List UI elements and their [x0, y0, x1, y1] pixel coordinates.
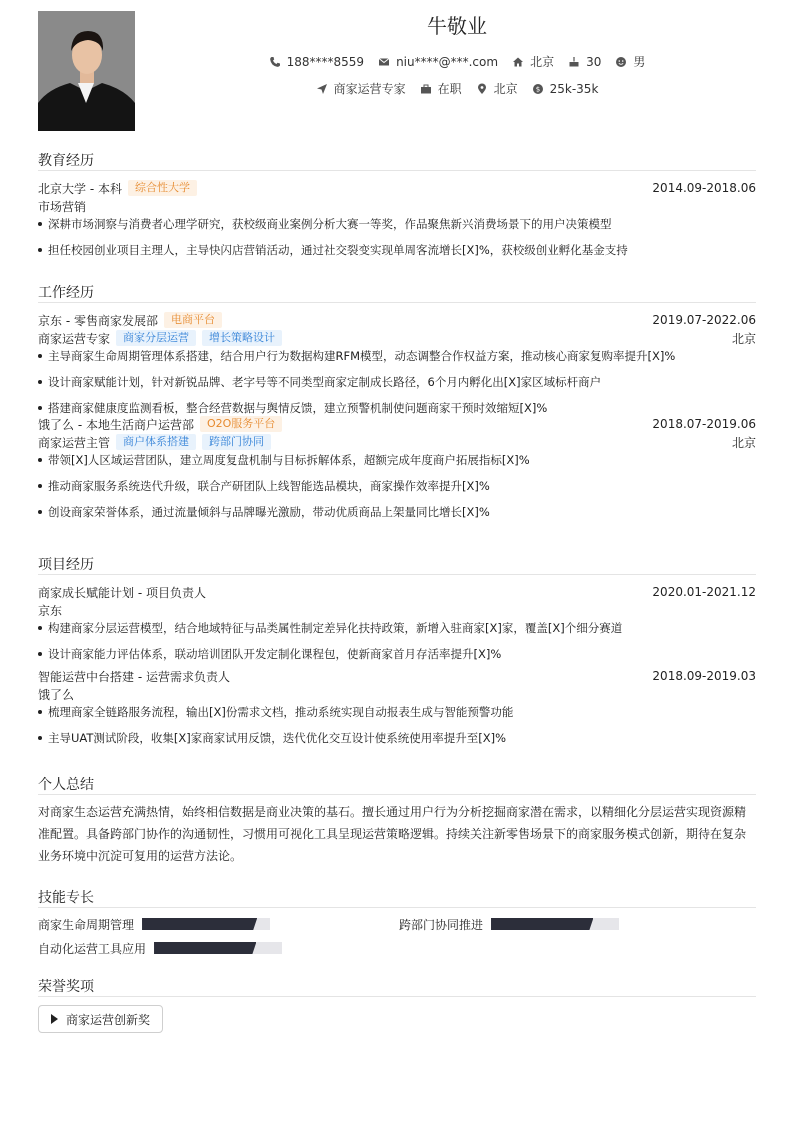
project-item [38, 583, 756, 667]
education-title: 教育经历 [38, 150, 756, 171]
skills-grid [38, 914, 756, 958]
company-tag: 电商平台 [164, 312, 222, 328]
gender-info [615, 53, 645, 70]
skill-name: 自动化运营工具应用 [38, 941, 147, 956]
skill-name: 跨部门协同推进 [399, 917, 484, 932]
email-text: niu****@***.com [396, 54, 499, 69]
work-item [38, 415, 756, 529]
role-name: 商家运营专家 [38, 331, 111, 346]
phone-icon [269, 56, 281, 68]
project-name: 智能运营中台搭建 - 运营需求负责人 [38, 669, 230, 684]
list-item: 主导商家生命周期管理体系搭建，结合用户行为数据构建RFM模型，动态调整合作权益方案，推动核心商家复购率提升[X]% [38, 347, 756, 373]
skills-title: 技能专长 [38, 887, 756, 908]
role-tag: 商户体系搭建 [116, 434, 196, 450]
skill-item [38, 914, 399, 934]
school-tag: 综合性大学 [128, 180, 197, 196]
status-text: 在职 [437, 82, 462, 96]
location-info [512, 53, 554, 70]
list-item: 创设商家荣誉体系，通过流量倾斜与品牌曝光激励，带动优质商品上架量同比增长[X]% [38, 503, 756, 529]
list-item: 设计商家能力评估体系，联动培训团队开发定制化课程包，使新商家首月存活率提升[X]% [38, 645, 756, 667]
skills-section [38, 887, 756, 958]
summary-text: 对商家生态运营充满热情，始终相信数据是商业决策的基石。擅长通过用户行为分析挖掘商家潜在需求，以精细化分层运营实现资源精准配置。具备跨部门协作的沟通韧性，习惯用可视化工具呈现运营策略逻辑。持续关注新零售场景下的商家服务模式创新，期待在复杂业务环境中沉淀可复用的运营方法论。 [38, 805, 747, 863]
play-icon [51, 1014, 58, 1024]
company-name: 饿了么 - 本地生活商户运营部 [38, 417, 194, 432]
work-city: 北京 [731, 435, 756, 450]
cake-icon [568, 56, 580, 68]
project-date: 2018.09-2019.03 [652, 669, 756, 683]
work-date: 2019.07-2022.06 [652, 313, 756, 327]
salary-info [532, 80, 599, 97]
list-item: 构建商家分层运营模型，结合地域特征与品类属性制定差异化扶持政策，新增入驻商家[X]家，覆盖[X]个细分赛道 [38, 619, 756, 645]
work-item [38, 311, 756, 415]
list-item: 深耕市场洞察与消费者心理学研究，获校级商业案例分析大赛一等奖，作品聚焦新兴消费场景下的用户决策模型 [38, 215, 756, 241]
company-name: 京东 - 零售商家发展部 [38, 313, 158, 328]
contact-row [160, 53, 754, 70]
honors-section [38, 976, 756, 1033]
money-icon [532, 83, 544, 95]
salary-text: 25k-35k [549, 81, 599, 96]
role-tag: 跨部门协同 [202, 434, 271, 450]
mail-icon [378, 56, 390, 68]
list-item: 主导UAT测试阶段，收集[X]家商家试用反馈，迭代优化交互设计使系统使用率提升至[X]% [38, 729, 756, 755]
list-item: 担任校园创业项目主理人，主导快闪店营销活动，通过社交裂变实现单周客流增长[X]%，获校级创业孵化基金支持 [38, 241, 756, 267]
profile-photo [38, 11, 135, 131]
role-tag: 增长策略设计 [202, 330, 282, 346]
skill-bar [154, 942, 282, 954]
skill-bar-fill [142, 918, 257, 930]
list-item: 设计商家赋能计划，针对新锐品牌、老字号等不同类型商家定制成长路径，6个月内孵化出[X]家区域标杆商户 [38, 373, 756, 399]
skill-bar-fill [491, 918, 593, 930]
company-tag: O2O服务平台 [200, 416, 282, 432]
age-info [568, 53, 601, 70]
honor-name: 商家运营创新奖 [66, 1012, 151, 1027]
skill-bar [142, 918, 270, 930]
target-role-info [316, 80, 406, 97]
list-item: 推动商家服务系统迭代升级，联合产研团队上线智能选品模块，商家操作效率提升[X]% [38, 477, 756, 503]
projects-section [38, 554, 756, 755]
work-title: 工作经历 [38, 282, 756, 303]
honor-item[interactable] [38, 1005, 163, 1033]
project-date: 2020.01-2021.12 [652, 585, 756, 599]
gender-icon [615, 56, 627, 68]
project-name: 商家成长赋能计划 - 项目负责人 [38, 585, 206, 600]
target-city-text: 北京 [493, 82, 518, 96]
skill-bar [491, 918, 619, 930]
gender-text: 男 [633, 55, 646, 69]
honors-title: 荣誉奖项 [38, 976, 756, 997]
projects-title: 项目经历 [38, 554, 756, 575]
target-role-text: 商家运营专家 [333, 82, 406, 96]
send-icon [316, 83, 328, 95]
school-name: 北京大学 - 本科 [38, 181, 122, 196]
status-info [420, 80, 462, 97]
list-item: 搭建商家健康度监测看板，整合经营数据与舆情反馈，建立预警机制使问题商家干预时效缩短[X]% [38, 399, 756, 409]
project-item [38, 667, 756, 755]
summary-title: 个人总结 [38, 774, 756, 795]
role-name: 商家运营主管 [38, 435, 111, 450]
list-item: 梳理商家全链路服务流程，输出[X]份需求文档，推动系统实现自动报表生成与智能预警功能 [38, 703, 756, 729]
major: 市场营销 [38, 199, 87, 214]
email-info [378, 53, 498, 70]
education-item [38, 179, 756, 267]
skill-item [38, 938, 399, 958]
skill-item [399, 914, 756, 934]
project-org: 京东 [38, 603, 63, 618]
skill-name: 商家生命周期管理 [38, 917, 135, 932]
briefcase-icon [420, 83, 432, 95]
role-tag: 商家分层运营 [116, 330, 196, 346]
project-org: 饿了么 [38, 687, 75, 702]
summary-section [38, 774, 756, 867]
phone-text: 188****8559 [286, 54, 365, 69]
home-icon [512, 56, 524, 68]
work-date: 2018.07-2019.06 [652, 417, 756, 431]
job-intent-row [160, 80, 754, 97]
phone-info [269, 53, 364, 70]
candidate-name: 牛敬业 [427, 14, 487, 38]
location-pin-icon [476, 83, 488, 95]
svg-text:$: $ [535, 85, 540, 94]
education-section [38, 150, 756, 267]
list-item: 带领[X]人区域运营团队，建立周度复盘机制与目标拆解体系，超额完成年度商户拓展指标[X]% [38, 451, 756, 477]
education-date: 2014.09-2018.06 [652, 181, 756, 195]
skill-bar-fill [154, 942, 256, 954]
work-section [38, 282, 756, 529]
work-city: 北京 [731, 331, 756, 346]
location-text: 北京 [530, 55, 555, 69]
target-city-info [476, 80, 518, 97]
age-text: 30 [586, 54, 602, 69]
